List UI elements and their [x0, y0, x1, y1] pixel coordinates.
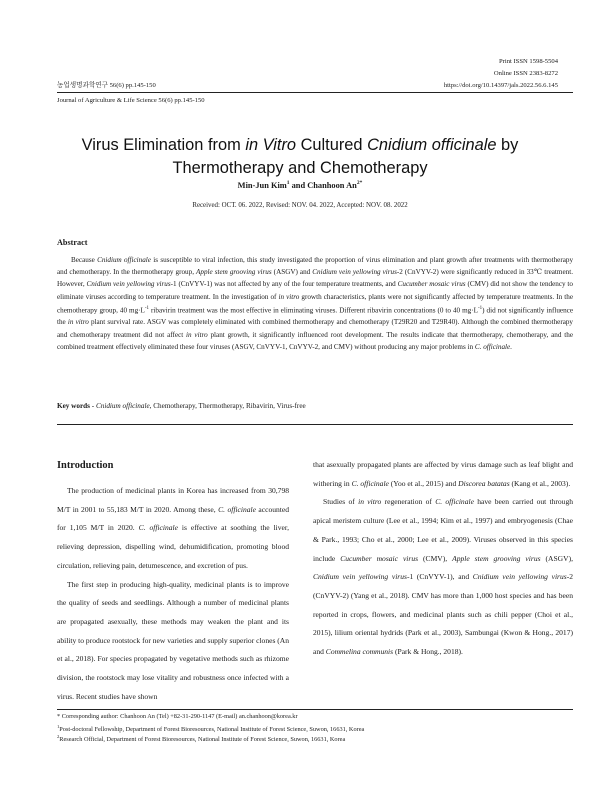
header-rule — [57, 92, 573, 93]
intro-left-column — [57, 482, 289, 706]
footnote-rule — [57, 709, 573, 710]
author-line: Min-Jun Kim$^1$ and Chanhoon $An^{2*}$ — [237, 180, 363, 190]
print-issn: Print ISSN 1598-5504 — [499, 58, 558, 65]
korean-journal-ref: 농업생명과학연구 56(6) pp.145-150 — [57, 82, 156, 89]
abstract-body: Because Cnidium officinale is susceptible to viral infection, this study investigated the proportion of virus elimination and plant growth after treatments with thermotherapy and chemotherapy. In the thermotherapy group, Apple stem grooving virus (ASGV) and Cnidium vein yellowing virus-2 (CnVYV-2) were significantly reduced in 33℃ treatment. However, Cnidium vein yellowing virus-1 (CnVYV-1) was not affected by any of the four temperature treatments, and Cucumber mosaic virus (CMV) did not show the tendency to eliminate viruses according to temperature treatment. In the investigation of in vitro growth characteristics, plants were not significantly affected by temperature treatments. In the chemotherapy group, 40 $mg\cdot L^{-1}$ ribavirin treatment was the most effective in eliminating viruses. Different ribavirin concentrations (0 to 40 $mg\cdot L^{-1}$) did not significantly influence the in vitro plant survival rate. ASGV was completely eliminated with combined thermotherapy and chemotherapy (T29R20 and T29R40). Although the combined thermotherapy and chemotherapy treatment did not affect in vitro plant growth, it significantly influenced root development. The results indicate that thermotherapy, chemotherapy, and the combined treatment effectively eliminated these four viruses (ASGV, CnVYV-1, CnVYV-2, and CMV) without producing any major problems in C. officinale. — [57, 256, 574, 351]
title-line-2: Thermotherapy and Chemotherapy — [172, 159, 428, 177]
english-journal-ref: Journal of Agriculture & Life Science 56(6) pp.145-150 — [57, 97, 205, 104]
intro-paragraph-3: Studies of in vitro regeneration of C. officinale have been carried out through apical meristem culture (Lee et al., 1994; Kim et al., 1997) and embryogenesis (Chae & Park., 1993; Cho et al., 2000; Lee et al., 2009). Viruses observed in this species include Cucumber mosaic virus (CMV), Apple stem grooving virus (ASGV), Cnidium vein yellowing virus-1 (CnVYV-1), and Cnidium vein yellowing virus-2 (CnVYV-2) (Yang et al., 2018). CMV has more than 1,000 host species and has been reported in crops, flowers, and medicinal plants such as chili pepper (Choi et al., 2015), lilium oriental hydrids (Park et al., 2003), Sambungai (Kwon & Hong., 2017) and Commelina communis (Park & Hong., 2018). — [313, 497, 573, 657]
received-dates: Received: OCT. 06. 2022, Revised: NOV. 04. 2022, Accepted: NOV. 08. 2022 — [192, 202, 408, 209]
footnote-corresponding: * Corresponding author: Chanhoon An (Tel) +82-31-290-1147 (E-mail) an.chanhoon@korea.kr — [57, 713, 298, 720]
abstract-divider — [57, 424, 573, 425]
abstract-heading: Abstract — [57, 238, 88, 247]
footnote-affiliation-1: $^1$Post-doctoral Fellowship, Department of Forest Bioresources, National Institute of Forest Science, Suwon, 16631, Korea — [57, 724, 365, 734]
intro-paragraph-2: The first step in producing high-quality, medicinal plants is to improve the quality of seeds and seedlings. Although a number of medicinal plants are propagated asexually, these methods may weaken the plant and its ability to produce rootstock for new varieties and supply superior clones (An et al., 2018). For species propagated by vegetative methods such as rhizome division, the rootstock may lose vitality and robustness once infected with a virus. Recent studies have shown — [57, 579, 290, 701]
doi-link[interactable]: https://doi.org/10.14397/jals.2022.56.6.145 — [443, 82, 558, 89]
introduction-heading: Introduction — [57, 460, 114, 471]
intro-paragraph-1: The production of medicinal plants in Korea has increased from 30,798 M/T in 2001 to 55,183 M/T in 2020. Among these, C. officinale accounted for 1,105 M/T in 2020. C. officinale is effective at soothing the liver, relieving depression, dispelling wind, dehumidification, promoting blood circulation, relieving pain, detumescence, and excretion of pus. — [57, 486, 289, 570]
intro-paragraph-2-cont: that asexually propagated plants are affected by virus damage such as leaf blight and withering in C. officinale (Yoo et al., 2015) and Discorea batatas (Kang et al., 2003). — [313, 460, 573, 488]
title-line-1: Virus Elimination from in Vitro Cultured Cnidium officinale by — [81, 136, 519, 154]
footnote-affiliation-2: $^2$Research Official, Department of Forest Bioresources, National Institute of Forest Science, Suwon, 16631, Korea — [57, 734, 346, 744]
online-issn: Online ISSN 2383-8272 — [493, 70, 558, 77]
paper-title — [40, 134, 560, 180]
intro-right-column — [313, 456, 573, 662]
keywords: Key words - Cnidium officinale, Chemotherapy, Thermotherapy, Ribavirin, Virus-free — [57, 402, 306, 410]
